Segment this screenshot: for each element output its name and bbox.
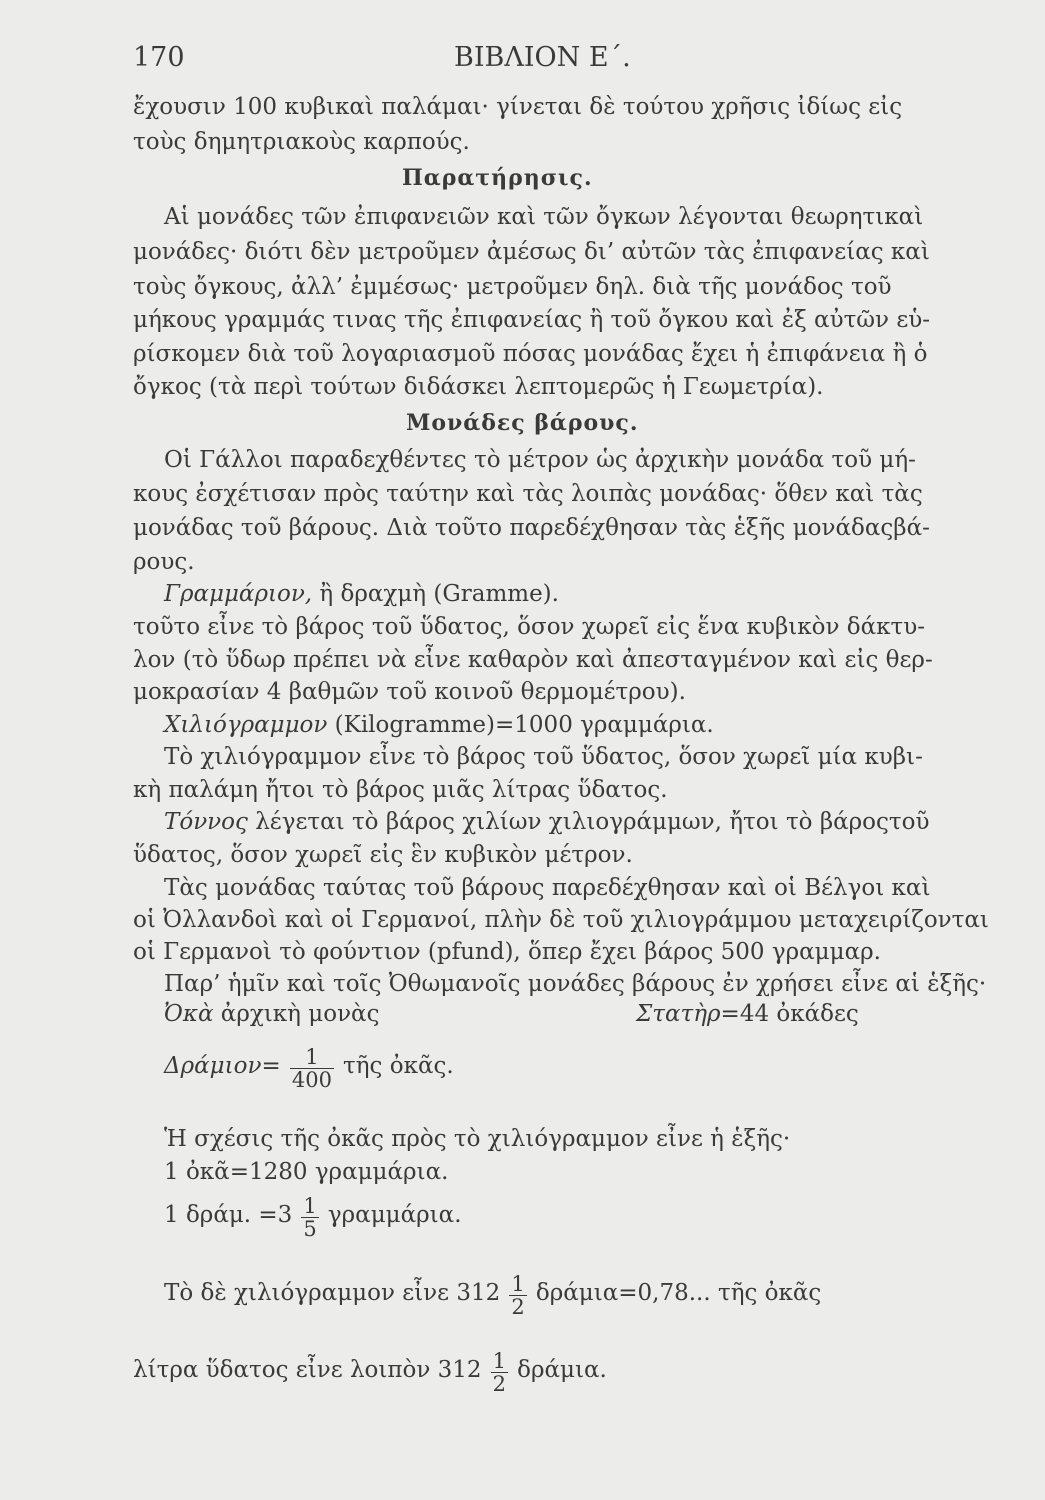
relation-line: Ἡ σχέσις τῆς ὀκᾶς πρὸς τὸ χιλιόγραμμον εἶνε ἡ ἑξῆς·	[164, 1126, 791, 1152]
paragraph-line: λον (τὸ ὕδωρ πρέπει νὰ εἶνε καθαρὸν καὶ ἀπεσταγμένον καὶ εἰς θερ-	[133, 647, 933, 673]
paragraph-line: ὕδατος, ὅσον χωρεῖ εἰς ἓν κυβικὸν μέτρον.	[133, 842, 633, 868]
section-heading-observation: Παρατήρησις.	[402, 165, 593, 191]
fraction: $\frac{1}{2}$	[511, 1272, 525, 1319]
paragraph-line: μοκρασίαν 4 βαθμῶν τοῦ κοινοῦ θερμομέτρου).	[133, 679, 686, 705]
equation-litre-drams: λίτρα ὕδατος εἶνε λοιπὸν 312 $\frac{1}{2}$ δράμια.	[133, 1349, 607, 1396]
equation-kilogram-drams: Τὸ δὲ χιλιόγραμμον εἶνε 312 $\frac{1}{2}$ δράμια=0,78... τῆς ὀκᾶς	[164, 1272, 822, 1319]
paragraph-line: κους ἐσχέτισαν πρὸς ταύτην καὶ τὰς λοιπὰς μονάδας· ὅθεν καὶ τὰς	[133, 481, 923, 507]
stater-definition: Στατὴρ=44 ὀκάδες	[636, 1001, 859, 1027]
paragraph-line: Τὰς μονάδας ταύτας τοῦ βάρους παρεδέχθησαν καὶ οἱ Βέλγοι καὶ	[164, 875, 931, 901]
equation-dram-grams: 1 δράμ. =3 $\frac{1}{5}$ γραμμάρια.	[164, 1194, 462, 1241]
intro-line-1: ἔχουσιν 100 κυβικαὶ παλάμαι· γίνεται δὲ τούτου χρῆσις ἰδίως εἰς	[133, 94, 903, 120]
paragraph-line: κὴ παλάμη ἤτοι τὸ βάρος μιᾶς λίτρας ὕδατος.	[133, 777, 668, 803]
kilogramme-definition-heading: Χιλιόγραμμον (Kilogramme)=1000 γραμμάρια.	[164, 712, 714, 738]
paragraph-line: μήκους γραμμάς τινας τῆς ἐπιφανείας ἢ τοῦ ὄγκου καὶ ἐξ αὐτῶν εὑ-	[133, 307, 931, 333]
paragraph-line: ὄγκος (τὰ περὶ τούτων διδάσκει λεπτομερῶς ἡ Γεωμετρία).	[133, 374, 824, 400]
intro-line-2: τοὺς δημητριακοὺς καρπούς.	[133, 129, 470, 155]
page-number: 170	[133, 42, 185, 73]
paragraph-line: ρους.	[133, 549, 195, 575]
kilogramme-term: Χιλιόγραμμον	[164, 712, 328, 738]
paragraph-line: οἱ Γερμανοὶ τὸ φούντιον (pfund), ὅπερ ἔχει βάρος 500 γραμμαρ.	[133, 939, 881, 965]
paragraph-line: Τὸ χιλιόγραμμον εἶνε τὸ βάρος τοῦ ὕδατος, ὅσον χωρεῖ μία κυβι-	[164, 744, 923, 770]
gramme-term: Γραμμάριον,	[164, 581, 313, 607]
dram-definition: Δράμιον= $\frac{1}{400}$ τῆς ὀκᾶς.	[164, 1045, 454, 1092]
paragraph-line: τοῦτο εἶνε τὸ βάρος τοῦ ὕδατος, ὅσον χωρεῖ εἰς ἕνα κυβικὸν δάκτυ-	[133, 614, 926, 640]
oka-definition: Ὀκὰ ἀρχικὴ μονὰς	[164, 1001, 380, 1027]
fraction: $\frac{1}{2}$	[492, 1349, 507, 1396]
fraction: $\frac{1}{5}$	[303, 1194, 317, 1241]
fraction: $\frac{1}{400}$	[291, 1045, 332, 1092]
paragraph-line: Οἱ Γάλλοι παραδεχθέντες τὸ μέτρον ὡς ἀρχικὴν μονάδα τοῦ μή-	[164, 447, 916, 473]
paragraph-line: οἱ Ὀλλανδοὶ καὶ οἱ Γερμανοί, πλὴν δὲ τοῦ χιλιογράμμου μεταχειρίζονται	[133, 907, 989, 933]
paragraph-line: μονάδας τοῦ βάρους. Διὰ τοῦτο παρεδέχθησαν τὰς ἑξῆς μονάδαςβά-	[133, 515, 930, 541]
paragraph-line: ρίσκομεν διὰ τοῦ λογαριασμοῦ πόσας μονάδας ἔχει ἡ ἐπιφάνεια ἢ ὁ	[133, 341, 928, 367]
paragraph-line: τοὺς ὄγκους, ἀλλ’ ἐμμέσως· μετροῦμεν δηλ. διὰ τῆς μονάδος τοῦ	[133, 274, 892, 300]
paragraph-line: μονάδες· διότι δὲν μετροῦμεν ἀμέσως δι’ αὐτῶν τὰς ἐπιφανείας καὶ	[133, 239, 930, 265]
paragraph-line: Παρ’ ἡμῖν καὶ τοῖς Ὀθωμανοῖς μονάδες βάρους ἐν χρήσει εἶνε αἱ ἑξῆς·	[164, 971, 987, 997]
running-title: ΒΙΒΛΙΟΝ Ε΄.	[454, 42, 631, 73]
tonne-term: Τόννος	[164, 809, 248, 835]
equation-oka-grams: 1 ὀκᾶ=1280 γραμμάρια.	[164, 1159, 449, 1185]
gramme-definition-heading: Γραμμάριον, ἢ δραχμὴ (Gramme).	[164, 581, 559, 607]
paragraph-line: Αἱ μονάδες τῶν ἐπιφανειῶν καὶ τῶν ὄγκων λέγονται θεωρητικαὶ	[164, 204, 924, 230]
tonne-definition-heading: Τόννος λέγεται τὸ βάρος χιλίων χιλιογράμμων, ἤτοι τὸ βάροςτοῦ	[164, 809, 930, 835]
section-heading-weight-units: Μονάδες βάρους.	[406, 410, 639, 436]
